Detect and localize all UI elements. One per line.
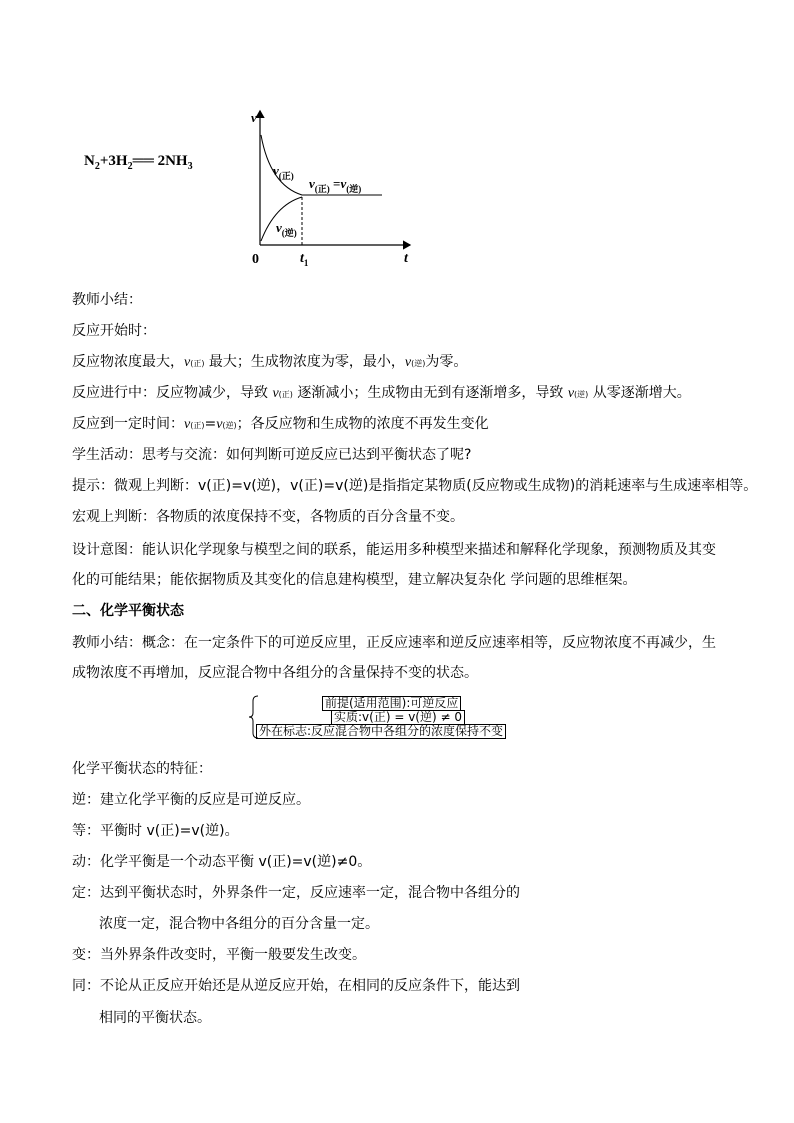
x-axis-label: t	[404, 251, 408, 266]
feature-ding-line-1: 定：达到平衡状态时，外界条件一定，反应速率一定，混合物中各组分的	[72, 885, 520, 901]
v-reverse-label: $v_{(逆)}$	[276, 220, 297, 238]
reaction-start-label: 反应开始时：	[72, 323, 156, 339]
rate-time-graph	[240, 105, 420, 270]
reaction-equilibrium-text: 反应到一定时间：v(正)=v(逆)；各反应物和生成物的浓度不再发生变化	[72, 416, 489, 432]
feature-ding-line-2: 浓度一定，混合物中各组分的百分含量一定。	[99, 916, 379, 932]
reaction-progress-text: 反应进行中：反应物减少，导致 v(正) 逐渐减小；生成物由无到有逐渐增多，导致 v(逆) 从零逐渐增大。	[72, 385, 691, 401]
origin-label: 0	[252, 252, 259, 267]
section-title: 二、化学平衡状态	[72, 603, 184, 619]
macro-judgment-text: 宏观上判断：各物质的浓度保持不变，各物质的百分含量不变。	[72, 509, 464, 525]
feature-tong-line-2: 相同的平衡状态。	[99, 1010, 211, 1026]
feature-tong-line-1: 同：不论从正反应开始还是从逆反应开始，在相同的反应条件下，能达到	[72, 978, 520, 994]
y-axis-label: v	[251, 110, 257, 125]
design-intent-line-2: 化的可能结果；能依据物质及其变化的信息建构模型，建立解决复杂化 学问题的思维框架。	[72, 572, 637, 588]
premise-box: 前提(适用范围):可逆反应	[322, 696, 461, 711]
equal-rate-label: $v_{(正)} =v_{(逆)}$	[309, 176, 362, 194]
student-activity-text: 学生活动：思考与交流：如何判断可逆反应已达到平衡状态了呢?	[72, 447, 472, 463]
concept-line-2: 成物浓度不再增加，反应混合物中各组分的含量保持不变的状态。	[72, 665, 478, 681]
essence-box: 实质:v(正) = v(逆) ≠ 0	[331, 710, 465, 725]
teacher-summary-label: 教师小结：	[72, 292, 142, 308]
feature-dong: 动：化学平衡是一个动态平衡 v(正)=v(逆)≠0。	[72, 854, 372, 870]
feature-ni: 逆：建立化学平衡的反应是可逆反应。	[72, 792, 310, 808]
concept-line-1: 教师小结：概念：在一定条件下的可逆反应里，正反应速率和逆反应速率相等，反应物浓度不再减少，生	[72, 635, 716, 651]
reaction-equation: $N_2+3H_2══$ $2NH_3$	[84, 153, 193, 172]
design-intent-line-1: 设计意图：能认识化学现象与模型之间的联系，能运用多种模型来描述和解释化学现象，预测物质及其变	[72, 542, 716, 558]
features-title: 化学平衡状态的特征：	[72, 761, 212, 777]
reaction-start-text: 反应物浓度最大，v(正) 最大；生成物浓度为零，最小，v(逆)为零。	[72, 354, 468, 370]
v-forward-label: $v_{(正)}$	[273, 163, 294, 181]
feature-deng: 等：平衡时 v(正)=v(逆)。	[72, 823, 239, 839]
feature-bian: 变：当外界条件改变时，平衡一般要发生改变。	[72, 947, 366, 963]
t1-label: $t_1$	[300, 251, 309, 268]
hint-text: 提示：微观上判断：v(正)=v(逆)，v(正)=v(逆)是指指定某物质(反应物或生成物)的消耗速率与生成速率相等。	[72, 478, 758, 494]
sign-box: 外在标志:反应混合物中各组分的浓度保持不变	[256, 724, 506, 739]
